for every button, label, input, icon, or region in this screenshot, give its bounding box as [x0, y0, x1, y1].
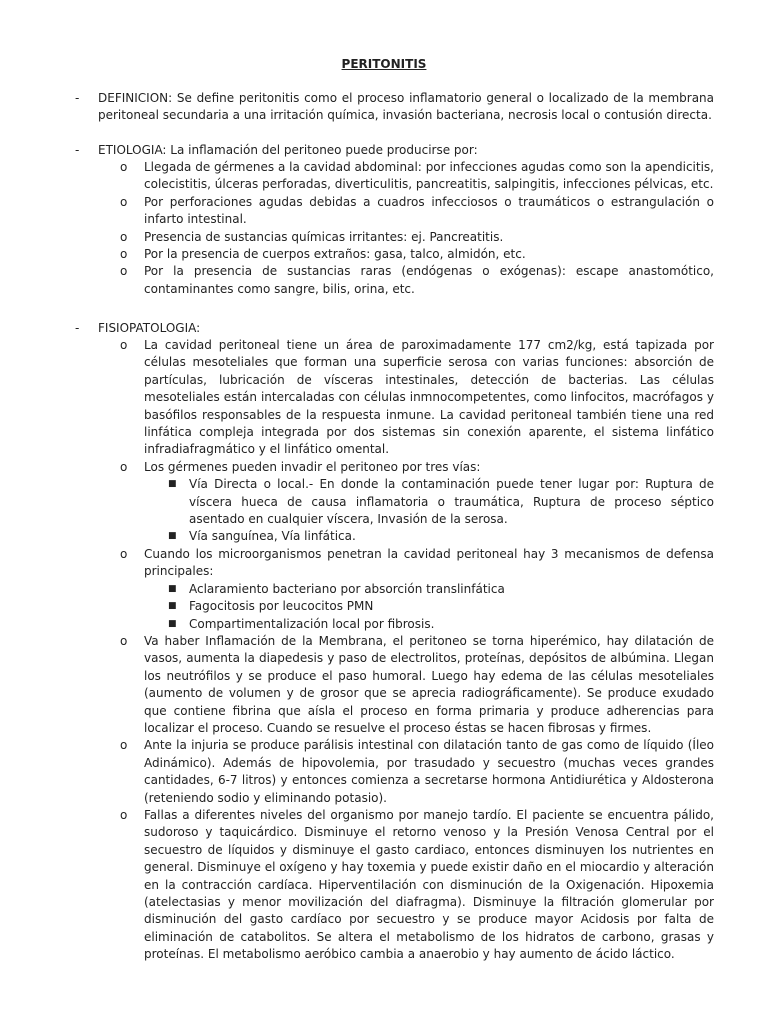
- list-item-text: Cuando los microorganismos penetran la cavidad peritoneal hay 3 mecanismos de defensa principales:: [144, 546, 714, 579]
- list-item-text: Por la presencia de sustancias raras (endógenas o exógenas): escape anastomótico, contaminantes como sangre, bilis, orina, etc.: [144, 264, 714, 296]
- list-item-text: Por perforaciones agudas debidas a cuadros infecciosos o traumáticos o estrangulación o infarto intestinal.: [144, 194, 714, 227]
- section-dash: -: [75, 91, 80, 105]
- list-item-text: Fallas a diferentes niveles del organismo por manejo tardío. El paciente se encuentra pálido, sudoroso y taquicárdico. Disminuye el retorno venoso y la Presión Venosa Central por el secuestro de líquidos y disminuye el gasto cardiaco, entonces disminuyen los nutrientes en general. Disminuye el oxígeno y hay toxemia y puede existir daño en el miocardio y alteración en la contracción cardíaca. Hiperventilación con disminución de la Oxigenación. Hipoxemia (atelectasias y menor movilización del diafragma). Disminuye la filtración glomerular por disminución del gasto cardíaco por secuestro y se produce mayor Acidosis por falta de eliminación de catabolitos. Se altera el metabolismo de los hidratos de carbono, grasas y proteínas. El metabolismo aeróbico cambia a anaerobio y hay aumento de ácido láctico.: [144, 807, 714, 962]
- list-item-text: Va haber Inflamación de la Membrana, el peritoneo se torna hiperémico, hay dilatación de vasos, aumenta la diapedesis y paso de electrolitos, proteínas, depósitos de albúmina. Llegan los neutrófilos y se produce el paso humoral. Luego hay edema de las células mesoteliales (aumento de volumen y de grosor que se aprecia radiográficamente). Se produce exudado que contiene fibrina que aísla el proceso en forma primaria y produce adherencias para localizar el proceso. Cuando se resuelve el proceso éstas se hacen fibrosas y firmes.: [144, 633, 714, 735]
- bullet-marker: o: [120, 459, 128, 474]
- bullet-marker: o: [120, 546, 128, 561]
- list-item: [0, 807, 768, 964]
- list-item-text: Los gérmenes pueden invadir el peritoneo por tres vías:: [144, 459, 481, 474]
- fisiopatologia-heading: FISIOPATOLOGIA:: [98, 321, 201, 335]
- square-bullet-icon: ■: [168, 531, 177, 542]
- fisiopatologia-list: [0, 337, 768, 964]
- section-dash: -: [75, 143, 80, 157]
- list-item-text: La cavidad peritoneal tiene un área de paroximadamente 177 cm2/kg, está tapizada por células mesoteliales que forman una superficie serosa con varias funciones: absorción de partículas, lubricación de vísceras intestinales, detección de bacterias. Las células mesoteliales están intercaladas con células inmnocompetentes, como linfocitos, macrófagos y basófilos responsables de la respuesta inmune. La cavidad peritoneal también tiene una red linfática compleja integrada por dos sistemas sin conexión aparente, el sistema linfático infradiafragmático y el linfático omental.: [144, 338, 714, 457]
- list-item: [0, 229, 768, 246]
- list-item-text: Presencia de sustancias químicas irritantes: ej. Pancreatitis.: [144, 229, 504, 244]
- square-bullet-icon: ■: [168, 601, 177, 612]
- list-item: [0, 633, 768, 737]
- bullet-marker: o: [120, 633, 128, 648]
- bullet-marker: o: [120, 738, 128, 753]
- bullet-marker: o: [120, 338, 128, 352]
- bullet-marker: o: [120, 247, 128, 262]
- list-item: [0, 263, 768, 298]
- bullet-marker: o: [120, 807, 128, 822]
- sub-list-item-text: Compartimentalización local por fibrosis.: [189, 616, 435, 631]
- list-item: [0, 546, 768, 633]
- square-bullet-icon: ■: [168, 479, 177, 490]
- list-item: [0, 159, 768, 194]
- list-item: [0, 459, 768, 546]
- sub-list-item: [0, 616, 768, 633]
- bullet-marker: o: [120, 264, 128, 279]
- square-bullet-icon: ■: [168, 618, 177, 629]
- etiologia-list: [0, 159, 768, 298]
- list-item-text: Por la presencia de cuerpos extraños: gasa, talco, almidón, etc.: [144, 247, 526, 262]
- sub-list-item: [0, 598, 768, 615]
- definicion-text: DEFINICION: Se define peritonitis como el proceso inflamatorio general o localizado de la membrana peritoneal secundaria a una irritación química, invasión bacteriana, necrosis local o contusión directa.: [98, 91, 714, 123]
- bullet-marker: o: [120, 194, 128, 209]
- sub-list-item: [0, 528, 768, 545]
- document-title: PERITONITIS: [341, 57, 427, 71]
- list-item-text: Ante la injuria se produce parálisis intestinal con dilatación tanto de gas como de líquido (Íleo Adinámico). Además de hipovolemia, por trasudado y secuestro (muchas veces grandes cantidades, 6-7 litros) y entonces comienza a secretarse hormona Antidiurética y Aldosterona (reteniendo sodio y eliminando potasio).: [144, 738, 714, 805]
- list-item-text: Llegada de gérmenes a la cavidad abdominal: por infecciones agudas como son la apendicitis, colecistitis, úlceras perforadas, diverticulitis, pancreatitis, salpingitis, infecciones pélvicas, etc.: [144, 160, 714, 192]
- sub-list-item-text: Fagocitosis por leucocitos PMN: [189, 599, 374, 614]
- sub-list-item-text: Aclaramiento bacteriano por absorción translinfática: [189, 581, 505, 596]
- square-bullet-icon: ■: [168, 583, 177, 594]
- list-item: [0, 337, 768, 459]
- sub-list-item: [0, 581, 768, 598]
- sub-list-item-text: Vía Directa o local.- En donde la contaminación puede tener lugar por: Ruptura de víscera hueca de causa inflamatoria o traumática, Ruptura de proceso séptico asentado en cualquier víscera, Invasión de la serosa.: [189, 477, 714, 527]
- list-item: [0, 246, 768, 263]
- list-item: [0, 737, 768, 807]
- etiologia-heading: ETIOLOGIA: La inflamación del peritoneo puede producirse por:: [98, 143, 478, 157]
- sub-list-item-text: Vía sanguínea, Vía linfática.: [189, 529, 356, 544]
- list-item: [0, 194, 768, 229]
- bullet-marker: o: [120, 229, 128, 244]
- sub-list-item: [0, 476, 768, 528]
- section-dash: -: [75, 321, 80, 335]
- bullet-marker: o: [120, 160, 128, 174]
